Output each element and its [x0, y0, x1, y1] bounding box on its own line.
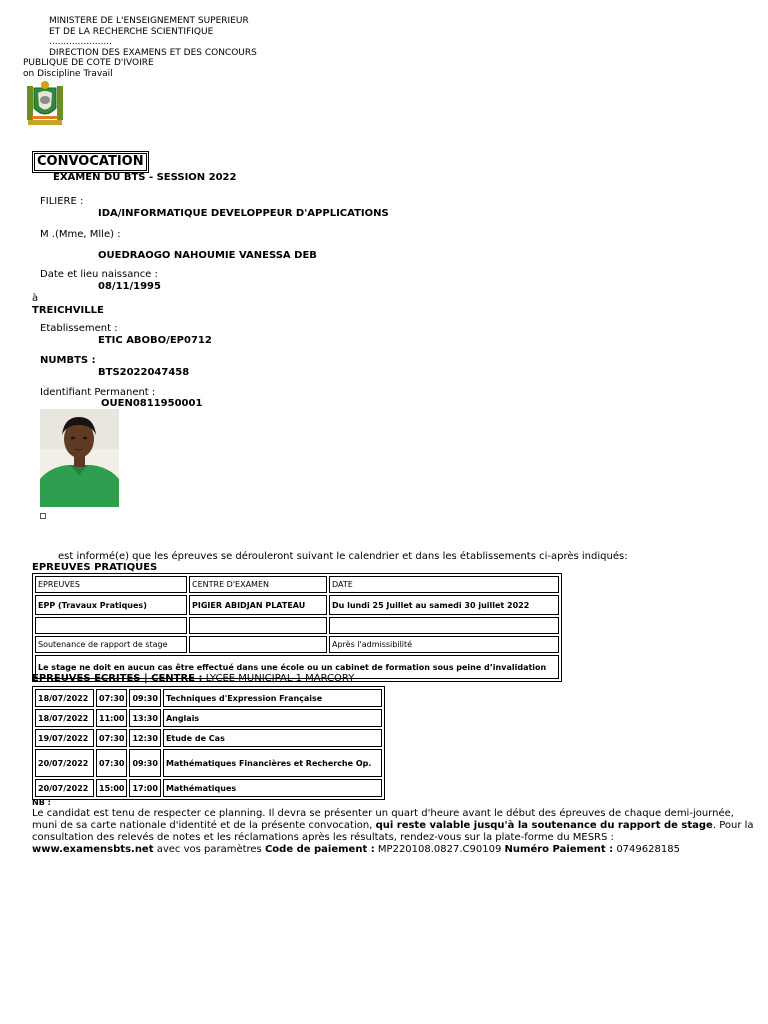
etablissement-label: Etablissement :: [40, 323, 118, 334]
cell-date: 19/07/2022: [35, 729, 94, 747]
cell-subject: Mathématiques: [163, 779, 382, 797]
ministry-header: [49, 16, 257, 58]
birth-place: TREICHVILLE: [32, 305, 104, 316]
cell-centre: [189, 636, 327, 653]
table-row: [35, 749, 382, 777]
exam-session: EXAMEN DU BTS - SESSION 2022: [53, 172, 237, 183]
cell-start: 11:00: [96, 709, 127, 727]
table-row: [35, 709, 382, 727]
nb-validity: qui reste valable jusqu'à la soutenance du rapport de stage: [375, 820, 713, 831]
table-row: [35, 779, 382, 797]
intro-text: est informé(e) que les épreuves se dérouleront suivant le calendrier et dans les établissements ci-après indiqués:: [58, 551, 628, 562]
table-row: [35, 636, 559, 653]
filiere-value: IDA/INFORMATIQUE DEVELOPPEUR D'APPLICATIONS: [98, 208, 389, 219]
ecrites-label: EPREUVES ECRITES | CENTRE :: [32, 673, 203, 684]
ministry-line: ET DE LA RECHERCHE SCIENTIFIQUE: [49, 26, 214, 37]
header-epreuves: EPREUVES: [35, 576, 187, 593]
cell-centre: PIGIER ABIDJAN PLATEAU: [189, 595, 327, 615]
nb-section: [32, 798, 762, 856]
cell-date: 18/07/2022: [35, 709, 94, 727]
nb-paragraph: [32, 808, 762, 856]
filiere-label: FILIERE :: [40, 196, 84, 207]
ministry-line: ......................: [49, 37, 112, 47]
republic-header: [23, 58, 154, 79]
code-paiement-label: Code de paiement :: [264, 844, 375, 855]
table-row: [35, 617, 559, 634]
code-paiement-value: MP220108.0827.C90109: [377, 844, 502, 855]
ecrites-heading: [32, 673, 354, 684]
cell-subject: Etude de Cas: [163, 729, 382, 747]
convocation-title: CONVOCATION: [34, 153, 147, 171]
site-link[interactable]: www.examensbts.net: [32, 844, 154, 855]
cell-start: 07:30: [96, 689, 127, 707]
cell-start: 07:30: [96, 749, 127, 777]
cell-date: Du lundi 25 Juillet au samedi 30 juillet 2022: [329, 595, 559, 615]
ministry-line: DIRECTION DES EXAMENS ET DES CONCOURS: [49, 47, 257, 58]
coat-of-arms-icon: [24, 80, 66, 126]
candidate-photo: [40, 409, 119, 507]
nb-label: NB :: [32, 798, 51, 807]
convocation-title-box: [32, 151, 149, 173]
cell-end: 13:30: [129, 709, 160, 727]
cell-epreuve: Soutenance de rapport de stage: [35, 636, 187, 653]
cell-subject: Mathématiques Financières et Recherche Op.: [163, 749, 382, 777]
bullet-icon: [40, 513, 46, 519]
numbts-value: BTS2022047458: [98, 367, 190, 378]
table-row: [35, 729, 382, 747]
nb-text-3: avec vos paramètres: [156, 844, 262, 855]
cell-end: 09:30: [129, 689, 160, 707]
table-row: [35, 576, 559, 593]
identifiant-value: OUEN0811950001: [101, 398, 203, 409]
ministry-line: MINISTERE DE L'ENSEIGNEMENT SUPERIEUR: [49, 16, 249, 26]
etablissement-value: ETIC ABOBO/EP0712: [98, 335, 212, 346]
header-centre: CENTRE D'EXAMEN: [189, 576, 327, 593]
numero-paiement-value: 0749628185: [616, 844, 680, 855]
republic-name: PUBLIQUE DE COTE D'IVOIRE: [23, 58, 154, 68]
empty-cell: [189, 617, 327, 634]
name-label: M .(Mme, Mlle) :: [40, 229, 121, 240]
pratiques-heading: EPREUVES PRATIQUES: [32, 562, 158, 573]
republic-motto: on Discipline Travail: [23, 68, 113, 79]
empty-cell: [329, 617, 559, 634]
birth-at: à: [32, 293, 39, 304]
identifiant-label: Identifiant Permanent :: [40, 387, 156, 398]
birth-label: Date et lieu naissance :: [40, 269, 158, 280]
cell-date: 20/07/2022: [35, 779, 94, 797]
cell-date: 20/07/2022: [35, 749, 94, 777]
empty-cell: [35, 617, 187, 634]
cell-date: 18/07/2022: [35, 689, 94, 707]
birth-date: 08/11/1995: [98, 281, 161, 292]
cell-end: 09:30: [129, 749, 160, 777]
cell-start: 15:00: [96, 779, 127, 797]
nb-text-1: Le candidat est tenu de respecter ce planning. Il devra se présenter un quart d'heure avant le début des épreuves de chaque demi-journée, muni de sa carte nationale d'identité et de la présente convocation,: [32, 808, 734, 831]
table-row: [35, 689, 382, 707]
cell-subject: Anglais: [163, 709, 382, 727]
numero-paiement-label: Numéro Paiement :: [504, 844, 614, 855]
header-date: DATE: [329, 576, 559, 593]
ecrites-centre: LYCEE MUNICIPAL 1 MARCORY: [205, 673, 355, 684]
ecrites-table: [32, 686, 385, 800]
cell-start: 07:30: [96, 729, 127, 747]
cell-epreuve: EPP (Travaux Pratiques): [35, 595, 187, 615]
cell-end: 17:00: [129, 779, 160, 797]
table-row: [35, 595, 559, 615]
cell-date: Après l'admissibilité: [329, 636, 559, 653]
numbts-label: NUMBTS :: [40, 355, 96, 366]
stage-note: Le stage ne doit en aucun cas être effectué dans une école ou un cabinet de formation sous peine d’invalidation: [35, 655, 559, 679]
cell-end: 12:30: [129, 729, 160, 747]
name-value: OUEDRAOGO NAHOUMIE VANESSA DEB: [98, 250, 317, 261]
pratiques-table: [32, 573, 562, 682]
nb-text-2: . Pour la consultation des relevés de notes et les réclamations après les résultats, rendez-vous sur la plate-forme du MESRS :: [32, 820, 754, 843]
cell-subject: Techniques d'Expression Française: [163, 689, 382, 707]
